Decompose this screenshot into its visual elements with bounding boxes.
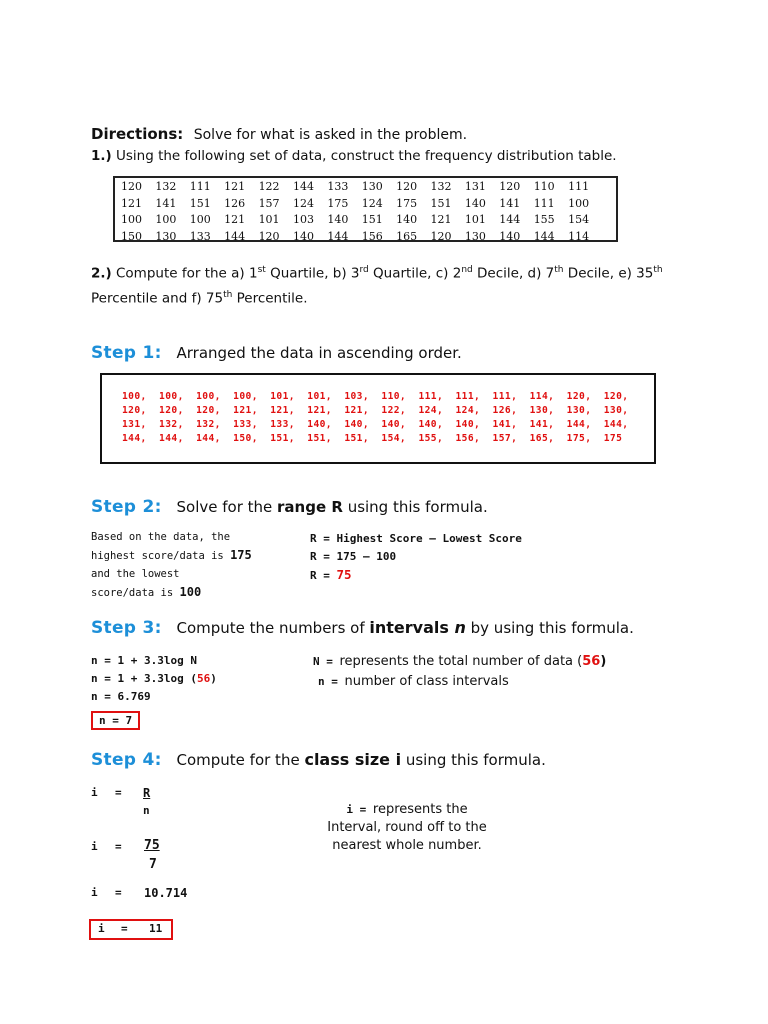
directions-label: Directions: bbox=[91, 125, 184, 143]
raw-data-row bbox=[115, 212, 616, 228]
step-2-text: using this formula. bbox=[342, 498, 488, 516]
raw-data-cell: 132 bbox=[430, 180, 452, 194]
raw-data-cell: 131 bbox=[464, 180, 486, 194]
fraction-denominator: n bbox=[143, 804, 150, 817]
definition-text: ) bbox=[600, 654, 607, 669]
definition-line bbox=[317, 801, 497, 819]
explanation-line: and the lowest bbox=[91, 568, 180, 580]
raw-data-cell: 132 bbox=[155, 180, 177, 194]
raw-data-cell: 103 bbox=[292, 213, 314, 227]
sorted-row: 131, 132, 132, 133, 133, 140, 140, 140, 140, 140, 141, 141, 144, 144, bbox=[122, 419, 629, 430]
formula-line: R = Highest Score — Lowest Score bbox=[310, 532, 522, 545]
step-2-explanation bbox=[91, 528, 252, 602]
raw-data-row bbox=[115, 229, 616, 245]
class-size-result: 11 bbox=[149, 922, 163, 935]
formula-text: R = bbox=[310, 569, 337, 582]
fraction-denominator: 7 bbox=[149, 857, 157, 872]
definition-text: number of class intervals bbox=[344, 674, 509, 689]
i-symbol: i bbox=[91, 886, 98, 899]
raw-data-cell: 140 bbox=[499, 229, 521, 243]
question-1 bbox=[91, 148, 617, 164]
total-data-value: 56 bbox=[196, 672, 211, 685]
q2-text: Quartile, b) 3 bbox=[265, 265, 360, 282]
step-2-label: Step 2: bbox=[91, 497, 162, 517]
raw-data-cell: 156 bbox=[361, 229, 383, 243]
range-result: 75 bbox=[336, 567, 352, 582]
sorted-row: 120, 120, 120, 121, 121, 121, 121, 122, 124, 124, 126, 130, 130, 130, bbox=[122, 405, 629, 416]
step-4-class-size-term: class size i bbox=[304, 750, 402, 769]
q2-text: Percentile and f) 75 bbox=[91, 290, 224, 306]
intervals-formula bbox=[91, 652, 217, 730]
raw-data-cell: 120 bbox=[258, 229, 280, 243]
equals-sign: = bbox=[115, 886, 122, 899]
step-4-heading bbox=[91, 750, 546, 770]
highest-score: 175 bbox=[230, 548, 252, 562]
step-3-intervals-term: intervals bbox=[369, 618, 455, 637]
raw-data-cell: 130 bbox=[361, 180, 383, 194]
class-size-result-box bbox=[89, 919, 173, 940]
formula-text: n = 1 + 3.3log ( bbox=[91, 672, 197, 685]
raw-data-cell: 122 bbox=[258, 180, 280, 194]
raw-data-cell: 114 bbox=[568, 229, 590, 243]
step-1-text: Arranged the data in ascending order. bbox=[176, 344, 462, 362]
formula-line bbox=[91, 670, 217, 688]
raw-data-cell: 144 bbox=[499, 213, 521, 227]
question-1-number: 1.) bbox=[91, 148, 112, 164]
explanation-text: highest score/data is bbox=[91, 550, 231, 562]
formula-text: ) bbox=[210, 672, 217, 685]
definition-line: Interval, round off to the bbox=[327, 820, 487, 835]
raw-data-cell: 110 bbox=[533, 180, 555, 194]
definition-symbol: n = bbox=[318, 675, 345, 688]
raw-data-cell: 151 bbox=[430, 196, 452, 210]
definition-line bbox=[313, 651, 606, 671]
q2-sup: rd bbox=[359, 265, 369, 275]
intervals-definitions bbox=[313, 651, 606, 691]
formula-line bbox=[310, 566, 522, 585]
raw-data-cell: 121 bbox=[224, 213, 246, 227]
raw-data-cell: 133 bbox=[189, 229, 211, 243]
equals-sign: = bbox=[115, 786, 122, 799]
step-4-text: Compute for the bbox=[176, 751, 305, 769]
raw-data-cell: 133 bbox=[327, 180, 349, 194]
raw-data-cell: 101 bbox=[464, 213, 486, 227]
fraction-numerator: 75 bbox=[144, 838, 160, 853]
raw-data-cell: 140 bbox=[396, 213, 418, 227]
step-3-heading bbox=[91, 618, 634, 638]
step-3-n-term: n bbox=[454, 618, 466, 637]
sorted-data-box bbox=[100, 373, 656, 464]
raw-data-cell: 100 bbox=[568, 196, 590, 210]
i-symbol: i bbox=[98, 922, 105, 935]
q2-sup: st bbox=[257, 265, 266, 275]
raw-data-cell: 111 bbox=[533, 196, 555, 210]
raw-data-cell: 141 bbox=[155, 196, 177, 210]
step-1-heading bbox=[91, 343, 462, 363]
question-1-text: Using the following set of data, construct the frequency distribution table. bbox=[116, 148, 617, 164]
raw-data-cell: 151 bbox=[189, 196, 211, 210]
equals-sign: = bbox=[115, 840, 122, 853]
equals-sign: = bbox=[121, 922, 128, 935]
q2-text: Percentile. bbox=[232, 290, 308, 306]
directions-text: Solve for what is asked in the problem. bbox=[193, 127, 468, 143]
raw-data-cell: 100 bbox=[121, 213, 142, 227]
intervals-result: n = 7 bbox=[91, 711, 140, 730]
raw-data-cell: 100 bbox=[155, 213, 177, 227]
raw-data-cell: 157 bbox=[258, 196, 280, 210]
explanation-text: score/data is bbox=[91, 587, 180, 599]
raw-data-cell: 140 bbox=[464, 196, 486, 210]
fraction-numerator: R bbox=[143, 786, 151, 800]
raw-data-row bbox=[115, 179, 616, 195]
raw-data-cell: 120 bbox=[396, 180, 418, 194]
definition-line bbox=[313, 671, 606, 691]
raw-data-cell: 144 bbox=[327, 229, 349, 243]
q2-text: Decile, d) 7 bbox=[472, 265, 555, 282]
question-2-number: 2.) bbox=[91, 265, 112, 282]
sorted-row: 144, 144, 144, 150, 151, 151, 151, 154, 155, 156, 157, 165, 175, 175 bbox=[122, 433, 623, 444]
i-symbol: i bbox=[91, 840, 98, 853]
q2-sup: th bbox=[223, 289, 233, 300]
raw-data-row bbox=[115, 196, 616, 212]
raw-data-cell: 121 bbox=[430, 213, 452, 227]
step-3-label: Step 3: bbox=[91, 618, 162, 638]
definition-symbol: i = bbox=[346, 803, 373, 816]
raw-data-cell: 100 bbox=[189, 213, 211, 227]
directions-line bbox=[91, 125, 467, 143]
question-2 bbox=[91, 260, 691, 309]
raw-data-cell: 124 bbox=[292, 196, 314, 210]
formula-line: n = 1 + 3.3log N bbox=[91, 654, 197, 667]
raw-data-cell: 140 bbox=[327, 213, 349, 227]
raw-data-cell: 121 bbox=[224, 180, 246, 194]
class-size-definition bbox=[317, 801, 497, 855]
raw-data-cell: 120 bbox=[121, 180, 142, 194]
raw-data-cell: 141 bbox=[499, 196, 521, 210]
definition-line: nearest whole number. bbox=[332, 838, 482, 853]
definition-symbol: N = bbox=[313, 655, 340, 668]
raw-data-cell: 155 bbox=[533, 213, 555, 227]
sorted-row: 100, 100, 100, 100, 101, 101, 103, 110, 111, 111, 111, 114, 120, 120, bbox=[122, 391, 629, 402]
formula-line: n = 6.769 bbox=[91, 690, 151, 703]
definition-text: represents the total number of data ( bbox=[339, 654, 583, 669]
raw-data-cell: 130 bbox=[155, 229, 177, 243]
q2-text: Quartile, c) 2 bbox=[368, 265, 462, 282]
step-1-label: Step 1: bbox=[91, 343, 162, 363]
explanation-line bbox=[91, 583, 252, 602]
raw-data-cell: 150 bbox=[121, 229, 142, 243]
step-2-text: Solve for the bbox=[176, 498, 278, 516]
explanation-line: Based on the data, the bbox=[91, 531, 231, 543]
raw-data-cell: 111 bbox=[189, 180, 211, 194]
q2-text: Decile, e) 35 bbox=[563, 265, 654, 282]
q2-sup: th bbox=[653, 265, 663, 275]
class-size-raw: 10.714 bbox=[144, 886, 188, 900]
raw-data-cell: 144 bbox=[224, 229, 246, 243]
raw-data-cell: 126 bbox=[224, 196, 246, 210]
raw-data-table bbox=[113, 176, 618, 242]
raw-data-cell: 144 bbox=[292, 180, 314, 194]
step-4-label: Step 4: bbox=[91, 750, 162, 770]
step-3-text: by using this formula. bbox=[465, 619, 634, 637]
formula-line bbox=[91, 712, 217, 730]
formula-line: R = 175 — 100 bbox=[310, 550, 397, 563]
step-2-heading bbox=[91, 497, 488, 517]
q2-sup: th bbox=[554, 265, 564, 275]
raw-data-cell: 130 bbox=[464, 229, 486, 243]
raw-data-cell: 120 bbox=[499, 180, 521, 194]
total-data-value: 56 bbox=[582, 654, 601, 669]
raw-data-cell: 121 bbox=[121, 196, 142, 210]
raw-data-cell: 144 bbox=[533, 229, 555, 243]
i-symbol: i bbox=[91, 786, 98, 799]
lowest-score: 100 bbox=[179, 585, 202, 599]
q2-text: Compute for the a) 1 bbox=[116, 265, 258, 282]
q2-sup: nd bbox=[461, 265, 473, 275]
raw-data-cell: 101 bbox=[258, 213, 280, 227]
raw-data-cell: 151 bbox=[361, 213, 383, 227]
raw-data-cell: 140 bbox=[292, 229, 314, 243]
raw-data-cell: 124 bbox=[361, 196, 383, 210]
step-2-range-term: range R bbox=[277, 498, 343, 516]
raw-data-cell: 175 bbox=[327, 196, 349, 210]
step-4-text: using this formula. bbox=[401, 751, 546, 769]
explanation-line bbox=[91, 546, 252, 565]
raw-data-cell: 111 bbox=[568, 180, 590, 194]
raw-data-cell: 165 bbox=[396, 229, 418, 243]
step-3-text: Compute the numbers of bbox=[176, 619, 370, 637]
range-formula bbox=[310, 530, 522, 585]
definition-text: represents the bbox=[372, 802, 468, 817]
raw-data-cell: 120 bbox=[430, 229, 452, 243]
raw-data-cell: 154 bbox=[568, 213, 590, 227]
raw-data-cell: 175 bbox=[396, 196, 418, 210]
